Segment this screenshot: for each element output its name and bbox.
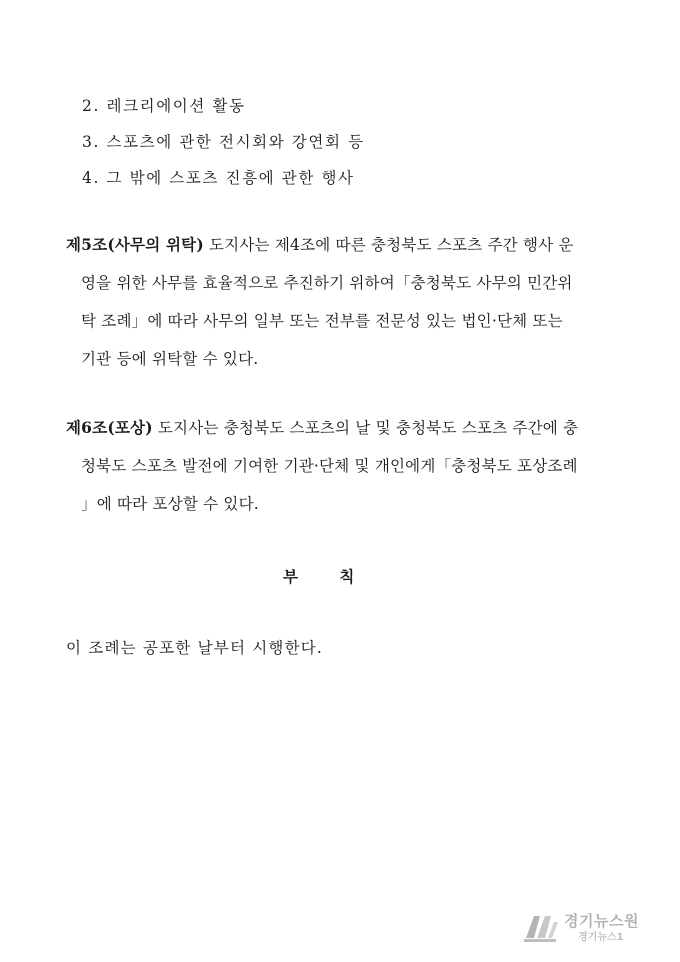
article-5-line-1 (66, 226, 626, 264)
list-item: 4. 그 밖에 스포츠 진흥에 관한 행사 (82, 169, 355, 187)
article-5-line-2: 영을 위한 사무를 효율적으로 추진하기 위하여「충청북도 사무의 민간위 (81, 274, 573, 292)
article-6-line-2: 청북도 스포츠 발전에 기여한 기관·단체 및 개인에게「충청북도 포상조례 (81, 457, 578, 475)
article-5 (66, 226, 626, 378)
appendix-text: 이 조례는 공포한 날부터 시행한다. (66, 639, 324, 657)
list-item: 2. 레크리에이션 활동 (82, 97, 246, 115)
list-item: 3. 스포츠에 관한 전시회와 강연회 등 (82, 133, 365, 151)
article-6 (66, 409, 626, 523)
article-6-text: 도지사는 충청북도 스포츠의 날 및 충청북도 스포츠 주간에 충 (152, 419, 579, 437)
article-5-heading: 제5조(사무의 위탁) (66, 235, 204, 254)
watermark-title: 경기뉴스원 (564, 912, 639, 930)
watermark (520, 906, 660, 946)
article-6-line-1 (66, 409, 626, 447)
article-5-line-4: 기관 등에 위탁할 수 있다. (81, 350, 259, 368)
article-5-text: 도지사는 제4조에 따른 충청북도 스포츠 주간 행사 운 (203, 236, 574, 254)
article-6-heading: 제6조(포상) (66, 418, 153, 437)
article-5-line-3: 탁 조례」에 따라 사무의 일부 또는 전부를 전문성 있는 법인·단체 또는 (81, 312, 563, 330)
watermark-subtitle: 경기뉴스1 (578, 932, 624, 943)
article-6-line-3: 」에 따라 포상할 수 있다. (81, 495, 259, 513)
appendix-title: 부 칙 (283, 567, 373, 586)
gn-logo-icon (520, 908, 560, 944)
